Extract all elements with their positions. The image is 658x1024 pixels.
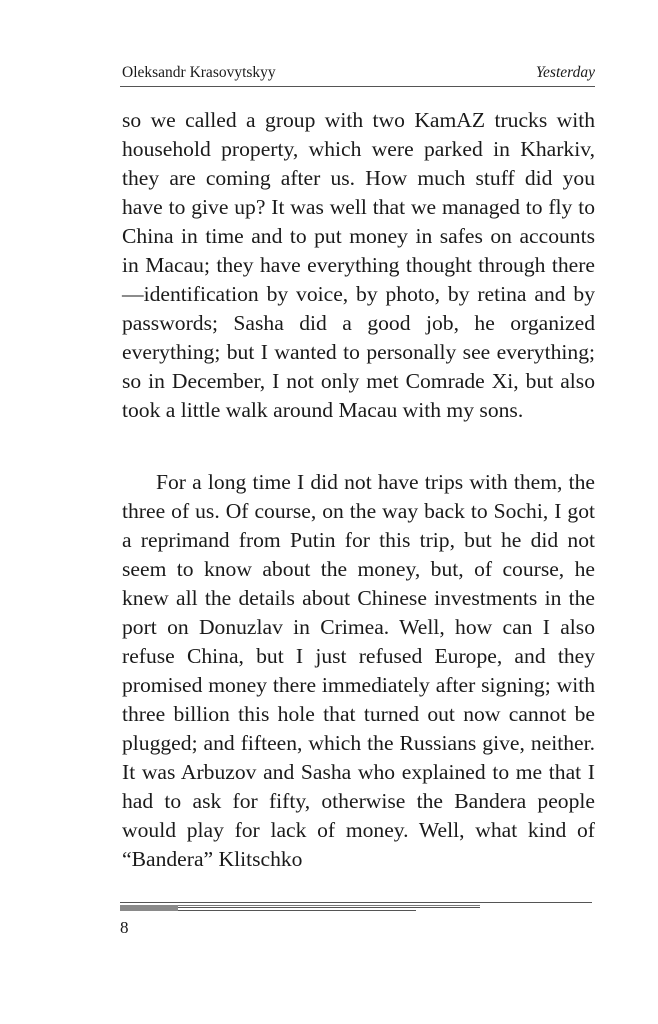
body-paragraph-2: For a long time I did not have trips with them, the three of us. Of course, on the way back to Sochi, I got a reprimand from Putin for this trip, but he did not seem to know about the money, but, of course, he knew all the details about Chinese investments in the port on Donuzlav in Crimea. Well, how can I also refuse China, but I just refused Europe, and they promised money there immediately after signing; with three billion this hole that turned out now cannot be plugged; and fifteen, which the Russians give, neither. It was Arbuzov and Sasha who explained to me that I had to ask for fifty, otherwise the Bandera people would play for lack of money. Well, what kind of “Bandera” Klitschko xyxy=(122,470,595,871)
header-rule xyxy=(120,86,595,87)
header-author: Oleksandr Krasovytskyy xyxy=(122,64,276,81)
body-paragraph-1: so we called a group with two KamAZ trucks with household property, which were parked in Kharkiv, they are coming after us. How much stuff did you have to give up? It was well that we managed to fly to China in time and to put money in safes on accounts in Macau; they have everything thought through there—identification by voice, by photo, by retina and by passwords; Sasha did a good job, he organized everything; but I wanted to personally see everything; so in December, I not only met Comrade Xi, but also took a little walk around Macau with my sons. xyxy=(122,108,595,422)
footer-rule-middle xyxy=(178,905,480,906)
footer-rule-lower xyxy=(178,907,480,908)
footer-rule-bottom xyxy=(178,910,416,911)
header-book-title: Yesterday xyxy=(535,64,595,81)
page-number: 8 xyxy=(120,918,129,937)
footer-rule-top xyxy=(120,902,592,903)
running-header xyxy=(122,62,595,84)
footer-rule-thick-segment xyxy=(120,905,178,911)
footer-decorative-rules xyxy=(120,902,592,916)
